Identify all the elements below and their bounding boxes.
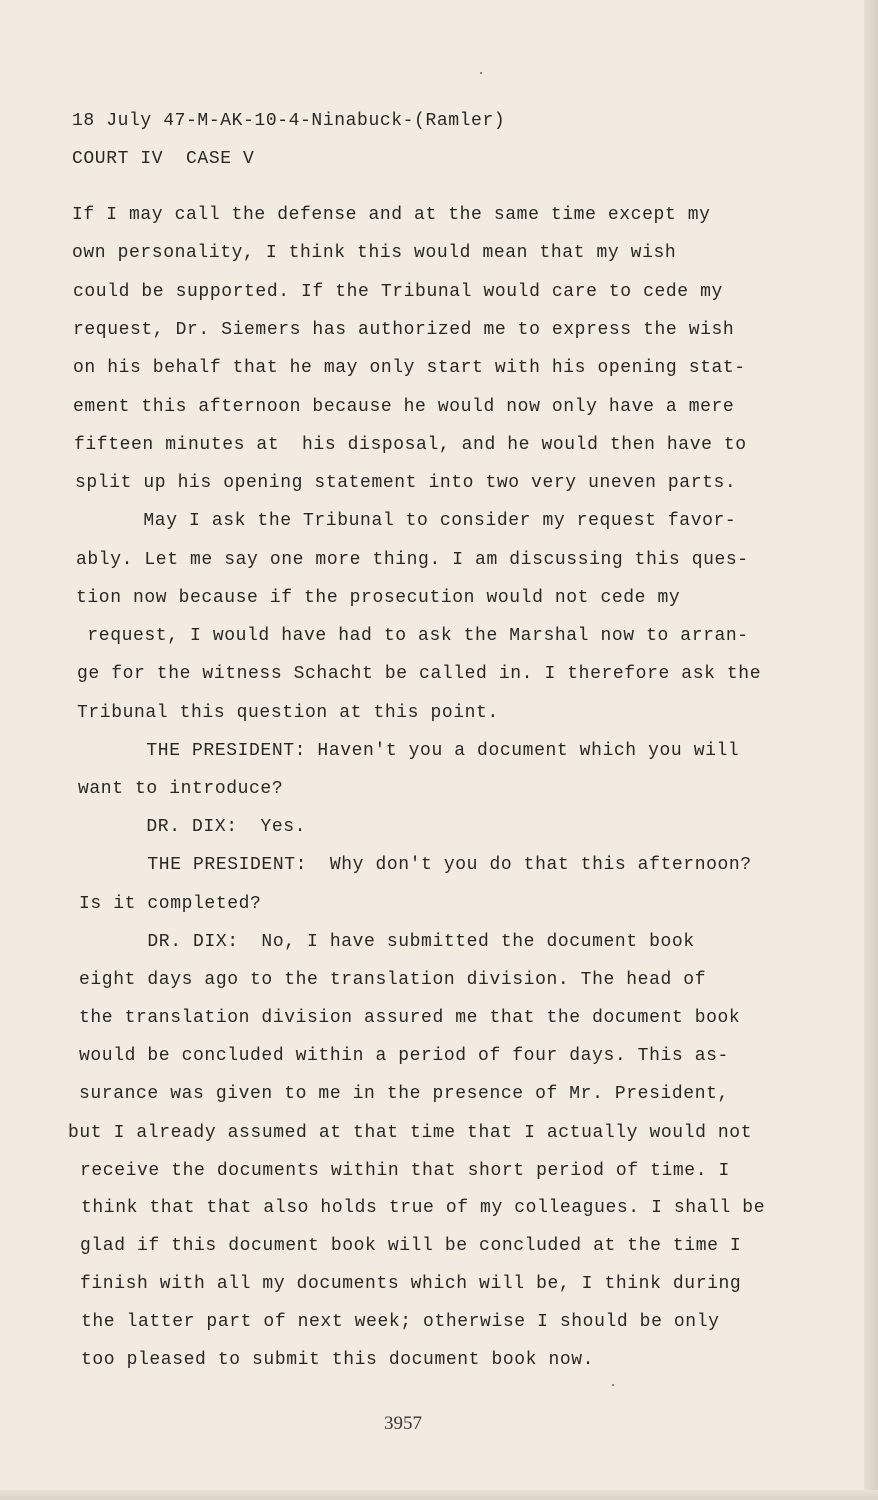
text-line: tion now because if the prosecution would not cede my xyxy=(76,588,681,608)
text-line: Is it completed? xyxy=(79,894,262,914)
text-line: Tribunal this question at this point. xyxy=(77,703,499,723)
text-line: ably. Let me say one more thing. I am discussing this ques- xyxy=(76,550,749,570)
text-line: on his behalf that he may only start with his opening stat- xyxy=(73,358,746,378)
text-line: own personality, I think this would mean that my wish xyxy=(72,243,677,263)
text-line: but I already assumed at that time that I actually would not xyxy=(68,1123,753,1143)
text-line: split up his opening statement into two very uneven parts. xyxy=(75,473,737,493)
paper-speck xyxy=(612,1384,614,1386)
text-line: would be concluded within a period of four days. This as- xyxy=(79,1046,729,1066)
text-line: surance was given to me in the presence of Mr. President, xyxy=(79,1084,729,1104)
text-line: If I may call the defense and at the same time except my xyxy=(72,205,711,225)
page-number: 3957 xyxy=(384,1413,422,1434)
text-line: eight days ago to the translation division. The head of xyxy=(79,970,707,990)
text-line: the translation division assured me that the document book xyxy=(79,1008,741,1028)
text-line: could be supported. If the Tribunal would care to cede my xyxy=(73,282,723,302)
text-line: DR. DIX: No, I have submitted the document book xyxy=(79,932,695,952)
text-line: want to introduce? xyxy=(78,779,284,799)
paper-speck xyxy=(480,72,482,74)
text-line: glad if this document book will be concluded at the time I xyxy=(80,1236,742,1256)
text-line: ge for the witness Schacht be called in. I therefore ask the xyxy=(77,664,762,684)
text-line: THE PRESIDENT: Why don't you do that this afternoon? xyxy=(79,855,752,875)
page-bottom-shadow xyxy=(0,1490,878,1500)
text-line: DR. DIX: Yes. xyxy=(78,817,307,837)
page-edge-shadow xyxy=(864,0,878,1500)
text-line: THE PRESIDENT: Haven't you a document which you will xyxy=(78,741,740,761)
text-line: think that that also holds true of my colleagues. I shall be xyxy=(81,1198,766,1218)
text-line: May I ask the Tribunal to consider my request favor- xyxy=(75,511,737,531)
text-line: request, Dr. Siemers has authorized me to express the wish xyxy=(73,320,735,340)
text-line: fifteen minutes at his disposal, and he would then have to xyxy=(74,435,747,455)
text-line: the latter part of next week; otherwise I should be only xyxy=(81,1312,720,1332)
text-line: too pleased to submit this document book now. xyxy=(81,1350,595,1370)
document-reference: 18 July 47-M-AK-10-4-Ninabuck-(Ramler) xyxy=(72,111,506,131)
text-line: request, I would have had to ask the Marshal now to arran- xyxy=(76,626,749,646)
text-line: receive the documents within that short period of time. I xyxy=(80,1161,730,1181)
text-line: ement this afternoon because he would now only have a mere xyxy=(73,397,735,417)
court-case-heading: COURT IV CASE V xyxy=(72,149,255,169)
text-line: finish with all my documents which will be, I think during xyxy=(80,1274,742,1294)
